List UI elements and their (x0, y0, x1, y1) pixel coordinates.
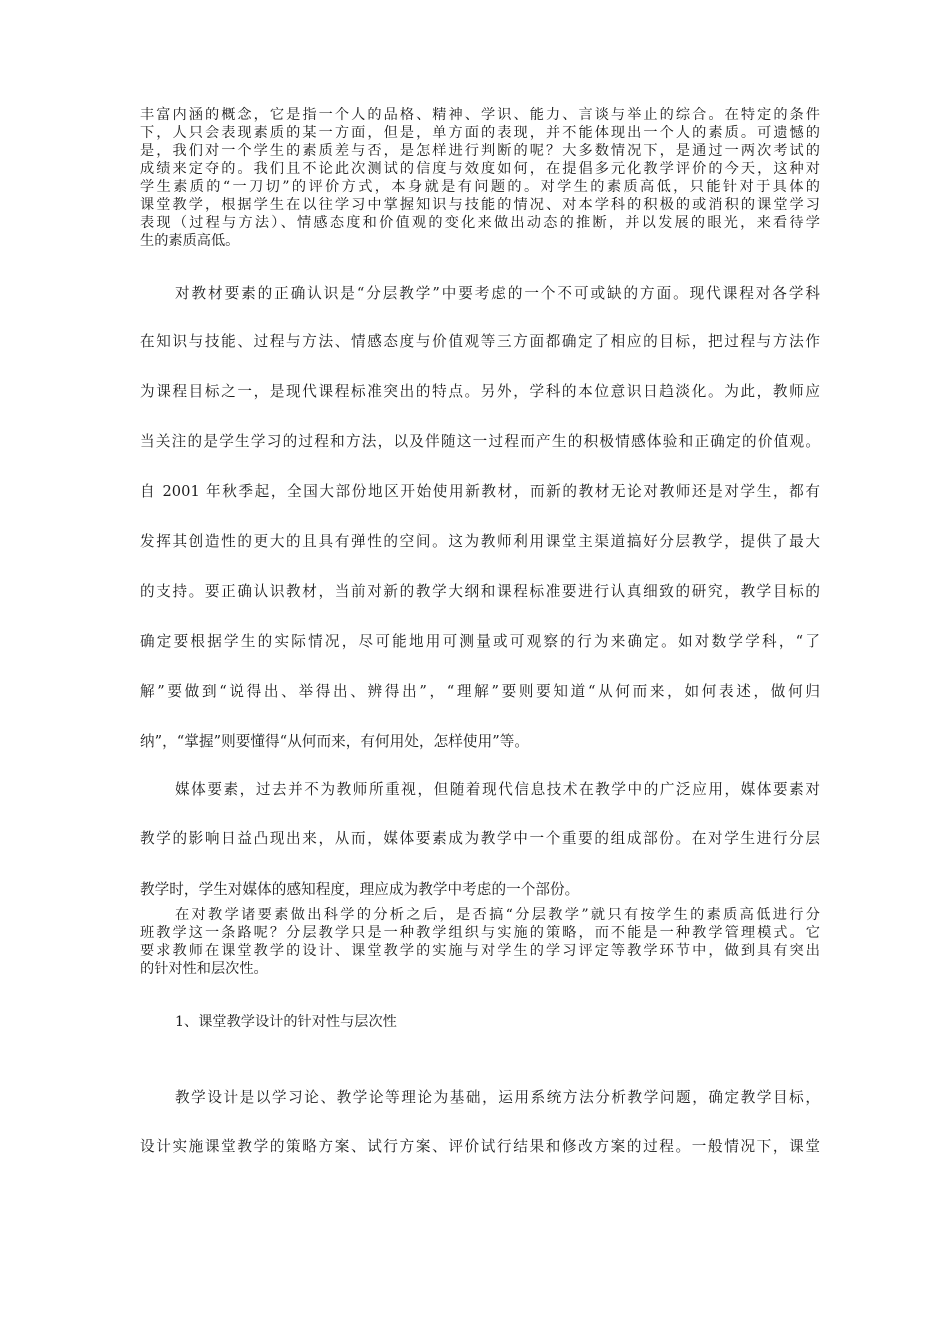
text-line: 是，我们对一个学生的素质差与否，是怎样进行判断的呢？大多数情况下，是通过一两次考试的 (140, 143, 820, 159)
text-line: 成绩来定夺的。我们且不论此次测试的信度与效度如何，在提倡多元化教学评价的今天，这种对 (140, 161, 820, 177)
text-line: 自 2001 年秋季起，全国大部份地区开始使用新教材，而新的教材无论对教师还是对学生，都有 (140, 483, 820, 500)
text-line: 纳”，“掌握”则要懂得“从何而来，有何用处，怎样使用”等。 (140, 733, 530, 750)
text-line: 要求教师在课堂教学的设计、课堂教学的实施与对学生的学习评定等教学环节中，做到具有突出 (140, 943, 820, 959)
text-line: 发挥其创造性的更大的且具有弹性的空间。这为教师利用课堂主渠道搞好分层教学，提供了最大 (140, 533, 820, 550)
text-line: 教学设计是以学习论、教学论等理论为基础，运用系统方法分析教学问题，确定教学目标， (175, 1089, 820, 1106)
text-line: 的支持。要正确认识教材，当前对新的教学大纲和课程标准要进行认真细致的研究，教学目标的 (140, 583, 820, 600)
text-line: 对教材要素的正确认识是“分层教学”中要考虑的一个不可或缺的方面。现代课程对各学科 (175, 285, 820, 302)
text-line: 在知识与技能、过程与方法、情感态度与价值观等三方面都确定了相应的目标，把过程与方法作 (140, 333, 820, 350)
text-line: 媒体要素，过去并不为教师所重视，但随着现代信息技术在教学中的广泛应用，媒体要素对 (175, 781, 820, 798)
text-line: 教学的影响日益凸现出来，从而，媒体要素成为教学中一个重要的组成部份。在对学生进行分层 (140, 830, 820, 847)
text-line: 课堂教学，根据学生在以往学习中掌握知识与技能的情况、对本学科的积极的或消积的课堂学习 (140, 197, 820, 213)
text-line: 下，人只会表现素质的某一方面，但是，单方面的表现，并不能体现出一个人的素质。可遗憾的 (140, 125, 820, 141)
text-line: 当关注的是学生学习的过程和方法，以及伴随这一过程而产生的积极情感体验和正确定的价值观。 (140, 433, 820, 450)
text-line: 班教学这一条路呢？分层教学只是一种教学组织与实施的策略，而不能是一种教学管理模式。它 (140, 925, 820, 941)
text-line: 为课程目标之一，是现代课程标准突出的特点。另外，学科的本位意识日趋淡化。为此，教师应 (140, 383, 820, 400)
text-line: 丰富内涵的概念，它是指一个人的品格、精神、学识、能力、言谈与举止的综合。在特定的条件 (140, 107, 820, 123)
text-line: 的针对性和层次性。 (140, 961, 268, 977)
text-line: 确定要根据学生的实际情况，尽可能地用可测量或可观察的行为来确定。如对数学学科，“了 (140, 633, 820, 650)
text-line: 在对教学诸要素做出科学的分析之后，是否搞“分层教学”就只有按学生的素质高低进行分 (175, 907, 820, 923)
text-line: 学生素质的“一刀切”的评价方式，本身就是有问题的。对学生的素质高低，只能针对于具体的 (140, 179, 820, 195)
text-line: 教学时，学生对媒体的感知程度，理应成为教学中考虑的一个部份。 (140, 881, 580, 898)
text-line: 设计实施课堂教学的策略方案、试行方案、评价试行结果和修改方案的过程。一般情况下，课堂 (140, 1138, 820, 1155)
text-line: 解”要做到“说得出、举得出、辨得出”，“理解”要则要知道“从何而来，如何表述，做何归 (140, 683, 820, 700)
text-line: 表现（过程与方法）、情感态度和价值观的变化来做出动态的推断，并以发展的眼光，来看待学 (140, 215, 820, 231)
text-line: 生的素质高低。 (140, 233, 240, 249)
section-heading: 1、课堂教学设计的针对性与层次性 (175, 1014, 397, 1030)
